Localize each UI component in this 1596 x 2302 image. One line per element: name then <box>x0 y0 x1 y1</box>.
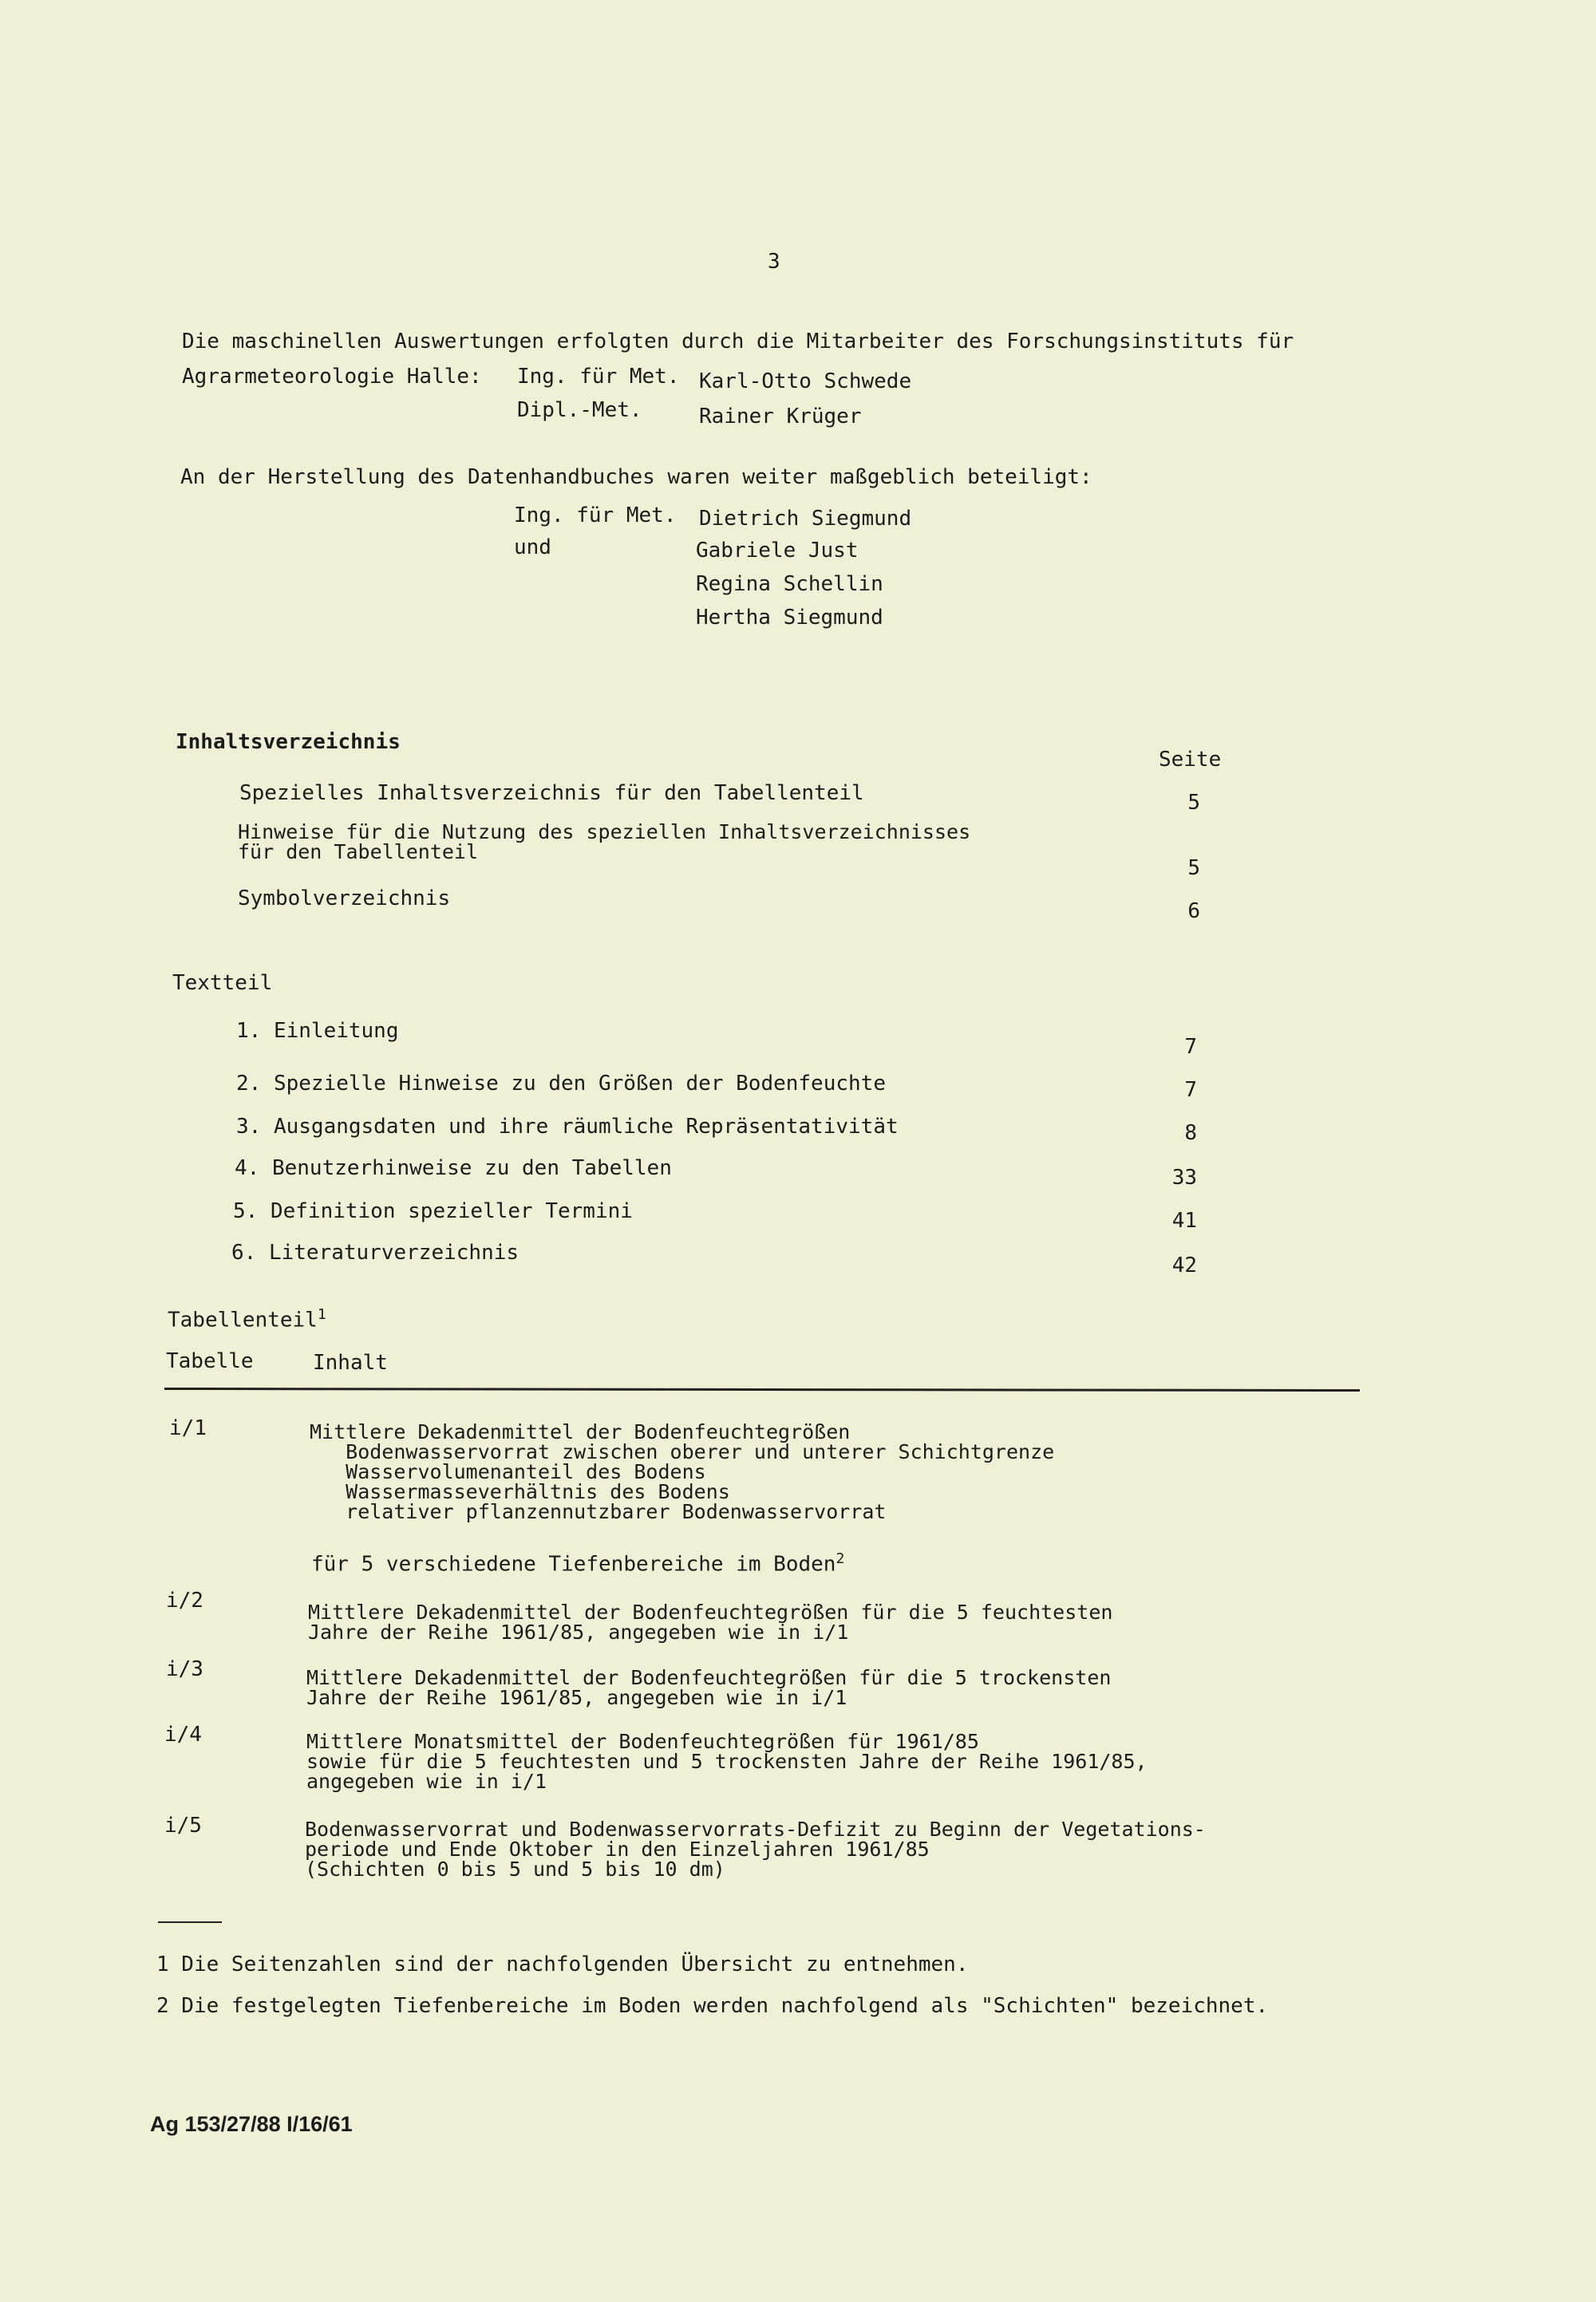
textteil-page: 33 <box>1171 1166 1197 1190</box>
table-row-line: sowie für die 5 feuchtesten und 5 trockensten Jahre der Reihe 1961/85, <box>306 1750 1148 1773</box>
credits-institute: Agrarmeteorologie Halle: <box>182 365 482 389</box>
table-id: i/2 <box>166 1589 203 1613</box>
textteil-item: 2. Spezielle Hinweise zu den Größen der Bodenfeuchte <box>236 1072 886 1096</box>
person-name: Karl-Otto Schwede <box>699 369 912 393</box>
table-row-line: Jahre der Reihe 1961/85, angegeben wie in i/1 <box>306 1686 847 1709</box>
table-row-line: Bodenwasservorrat zwischen oberer und unterer Schichtgrenze <box>310 1440 1055 1463</box>
table-row-line: Mittlere Dekadenmittel der Bodenfeuchtegrößen für die 5 feuchtesten <box>308 1601 1113 1624</box>
textteil-page: 7 <box>1184 1078 1197 1102</box>
table-row-line: angegeben wie in i/1 <box>306 1770 547 1793</box>
footer-code: Ag 153/27/88 I/16/61 <box>150 2112 353 2136</box>
table-row-line: Bodenwasservorrat und Bodenwasservorrats-Defizit zu Beginn der Vegetations- <box>305 1818 1206 1841</box>
toc-entry-label: für den Tabellenteil <box>238 840 479 863</box>
credits-intro-line: Die maschinellen Auswertungen erfolgten durch die Mitarbeiter des Forschungsinstituts für <box>182 330 1294 353</box>
table-row-extra-text: für 5 verschiedene Tiefenbereiche im Boden <box>311 1552 836 1577</box>
textteil-item: 6. Literaturverzeichnis <box>231 1241 519 1265</box>
table-id: i/3 <box>166 1657 203 1681</box>
col-header-inhalt: Inhalt <box>313 1351 388 1375</box>
table-id: i/5 <box>164 1814 202 1838</box>
textteil-page: 8 <box>1184 1121 1197 1145</box>
textteil-page: 42 <box>1171 1254 1197 1277</box>
textteil-page: 7 <box>1184 1035 1197 1059</box>
footnote: 2 Die festgelegten Tiefenbereiche im Boden werden nachfolgend als "Schichten" bezeichnet. <box>156 1994 1269 2018</box>
toc-entry-page: 5 <box>1187 791 1200 815</box>
toc-entry-label: Spezielles Inhaltsverzeichnis für den Tabellenteil <box>239 781 864 805</box>
person-title: Dipl.-Met. <box>517 398 642 422</box>
textteil-item: 3. Ausgangsdaten und ihre räumliche Repräsentativität <box>236 1115 899 1139</box>
table-row-line: (Schichten 0 bis 5 und 5 bis 10 dm) <box>305 1858 725 1881</box>
page-number: 3 <box>768 250 780 274</box>
person-name: Rainer Krüger <box>699 405 862 428</box>
footnote-rule <box>158 1921 222 1923</box>
tabellenteil-heading <box>168 1304 326 1332</box>
person-title: Ing. für Met. <box>514 503 677 527</box>
table-row-content <box>308 1602 1112 1642</box>
credits-und: und <box>514 535 551 559</box>
person-name: Hertha Siegmund <box>696 606 883 630</box>
table-row-line: Mittlere Monatsmittel der Bodenfeuchtegrößen für 1961/85 <box>306 1730 979 1753</box>
table-row-line: Jahre der Reihe 1961/85, angegeben wie in i/1 <box>308 1621 849 1644</box>
footnote-ref: 1 <box>317 1306 326 1323</box>
toc-entry-page: 6 <box>1187 899 1200 923</box>
col-header-tabelle: Tabelle <box>166 1349 254 1373</box>
footnote-ref: 2 <box>836 1550 845 1567</box>
table-row-content <box>310 1422 1054 1522</box>
textteil-heading: Textteil <box>172 971 273 995</box>
table-row-line: Wassermasseverhältnis des Bodens <box>310 1480 730 1503</box>
table-row-content <box>306 1731 1148 1791</box>
table-row-line: periode und Ende Oktober in den Einzeljahren 1961/85 <box>305 1838 930 1861</box>
toc-entry-label: Symbolverzeichnis <box>238 886 451 910</box>
person-name: Gabriele Just <box>696 539 859 563</box>
table-row-line: Mittlere Dekadenmittel der Bodenfeuchtegrößen für die 5 trockensten <box>306 1666 1112 1689</box>
table-row-line: Wasservolumenanteil des Bodens <box>310 1460 706 1483</box>
footnote: 1 Die Seitenzahlen sind der nachfolgenden Übersicht zu entnehmen. <box>156 1953 969 1976</box>
tabellenteil-heading-text: Tabellenteil <box>168 1308 318 1333</box>
header-rule <box>164 1388 1360 1392</box>
person-name: Regina Schellin <box>696 572 883 596</box>
table-id: i/1 <box>169 1416 207 1440</box>
toc-entry-page: 5 <box>1187 856 1200 880</box>
toc-heading: Inhaltsverzeichnis <box>176 730 401 754</box>
table-row-content <box>306 1668 1111 1708</box>
textteil-item: 1. Einleitung <box>236 1019 399 1043</box>
credits-further-line: An der Herstellung des Datenhandbuches waren weiter maßgeblich beteiligt: <box>180 465 1092 489</box>
table-row-line: relativer pflanzennutzbarer Bodenwasservorrat <box>310 1500 887 1523</box>
table-row-extra <box>311 1548 844 1576</box>
textteil-item: 4. Benutzerhinweise zu den Tabellen <box>235 1156 672 1180</box>
table-row-line: Mittlere Dekadenmittel der Bodenfeuchtegrößen <box>310 1420 851 1443</box>
table-row-content <box>305 1819 1206 1879</box>
toc-seite-label: Seite <box>1159 748 1222 772</box>
table-id: i/4 <box>164 1723 202 1747</box>
person-title: Ing. für Met. <box>517 365 680 389</box>
person-name: Dietrich Siegmund <box>699 507 912 531</box>
toc-entry-label: Hinweise für die Nutzung des speziellen Inhaltsverzeichnisses <box>238 820 971 843</box>
textteil-item: 5. Definition spezieller Termini <box>233 1199 633 1223</box>
textteil-page: 41 <box>1171 1209 1197 1233</box>
